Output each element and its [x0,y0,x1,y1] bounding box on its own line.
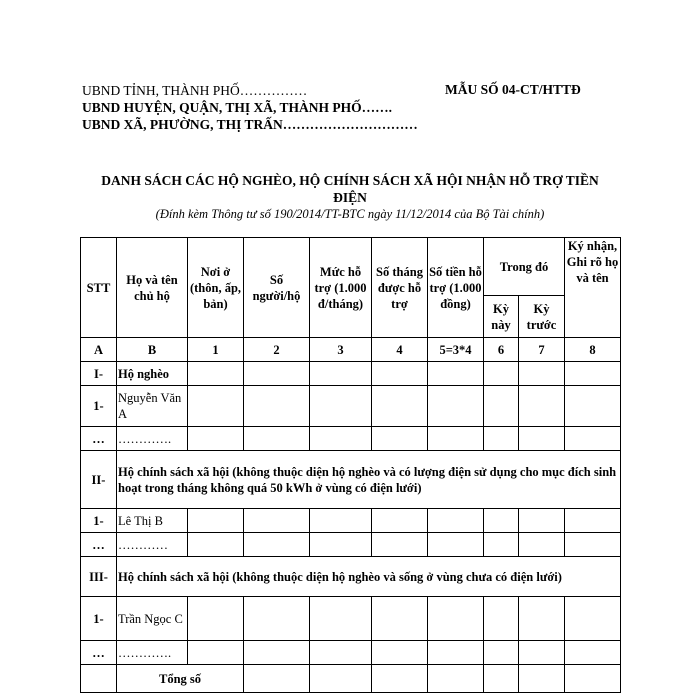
row-number: 1- [81,509,117,533]
code-cell: 1 [188,338,244,362]
row-number: … [81,533,117,557]
section-label: Hộ nghèo [117,362,188,386]
total-label: Tổng số [117,665,244,693]
household-head-name: …………. [117,641,188,665]
code-cell: A [81,338,117,362]
document-subtitle: (Đính kèm Thông tư số 190/2014/TT-BTC ngày 11/12/2014 của Bộ Tài chính) [155,207,545,221]
section-row [81,451,621,509]
household-head-name: …………. [117,427,188,451]
code-cell: 8 [565,338,621,362]
table-row [81,641,621,665]
household-head-name: Nguyễn Văn A [117,386,188,427]
household-head-name: ………… [117,533,188,557]
row-number: 1- [81,597,117,641]
district-line: UBND HUYỆN, QUẬN, THỊ XÃ, THÀNH PHỐ……. [82,100,393,115]
code-cell: 5=3*4 [428,338,484,362]
table-row [81,386,621,427]
table-row [81,597,621,641]
row-number: … [81,641,117,665]
section-number: II- [81,451,117,509]
total-row [81,665,621,693]
section-row [81,362,621,386]
table-header-row [81,238,621,296]
code-cell: 4 [372,338,428,362]
household-head-name: Trần Ngọc C [117,597,188,641]
beneficiary-table [80,237,621,693]
header-rate: Mức hỗ trợ (1.000 đ/tháng) [310,238,372,338]
province-line: UBND TỈNH, THÀNH PHỐ…………… [82,83,308,98]
section-number: I- [81,362,117,386]
section-number: III- [81,557,117,597]
header-this-period: Kỳ này [484,296,519,338]
form-code: MẪU SỐ 04-CT/HTTĐ [445,82,581,97]
section-label: Hộ chính sách xã hội (không thuộc diện hộ nghèo và có lượng điện sử dụng cho mục đích sinh hoạt trong tháng không quá 50 kWh ở vùng có điện lưới) [117,451,621,509]
header-of-which: Trong đó [484,238,565,296]
code-cell: 3 [310,338,372,362]
row-number: … [81,427,117,451]
column-code-row [81,338,621,362]
section-row [81,557,621,597]
header-amount: Số tiền hỗ trợ (1.000 đồng) [428,238,484,338]
header-prev-period: Kỳ trước [519,296,565,338]
code-cell: 2 [244,338,310,362]
code-cell: 7 [519,338,565,362]
table-row [81,533,621,557]
header-persons: Số người/hộ [244,238,310,338]
code-cell: 6 [484,338,519,362]
household-head-name: Lê Thị B [117,509,188,533]
section-label: Hộ chính sách xã hội (không thuộc diện hộ nghèo và sống ở vùng chưa có điện lưới) [117,557,621,597]
header-name: Họ và tên chủ hộ [117,238,188,338]
document-title: DANH SÁCH CÁC HỘ NGHÈO, HỘ CHÍNH SÁCH XÃ HỘI NHẬN HỖ TRỢ TIỀN ĐIỆN [101,173,599,205]
table-row [81,427,621,451]
code-cell: B [117,338,188,362]
header-months: Số tháng được hỗ trợ [372,238,428,338]
header-place: Nơi ở (thôn, ấp, bản) [188,238,244,338]
commune-line: UBND XÃ, PHƯỜNG, THỊ TRẤN………………………… [82,117,418,132]
header-stt: STT [81,238,117,338]
header-sign: Ký nhận, Ghi rõ họ và tên [565,238,621,338]
row-number: 1- [81,386,117,427]
table-row [81,509,621,533]
